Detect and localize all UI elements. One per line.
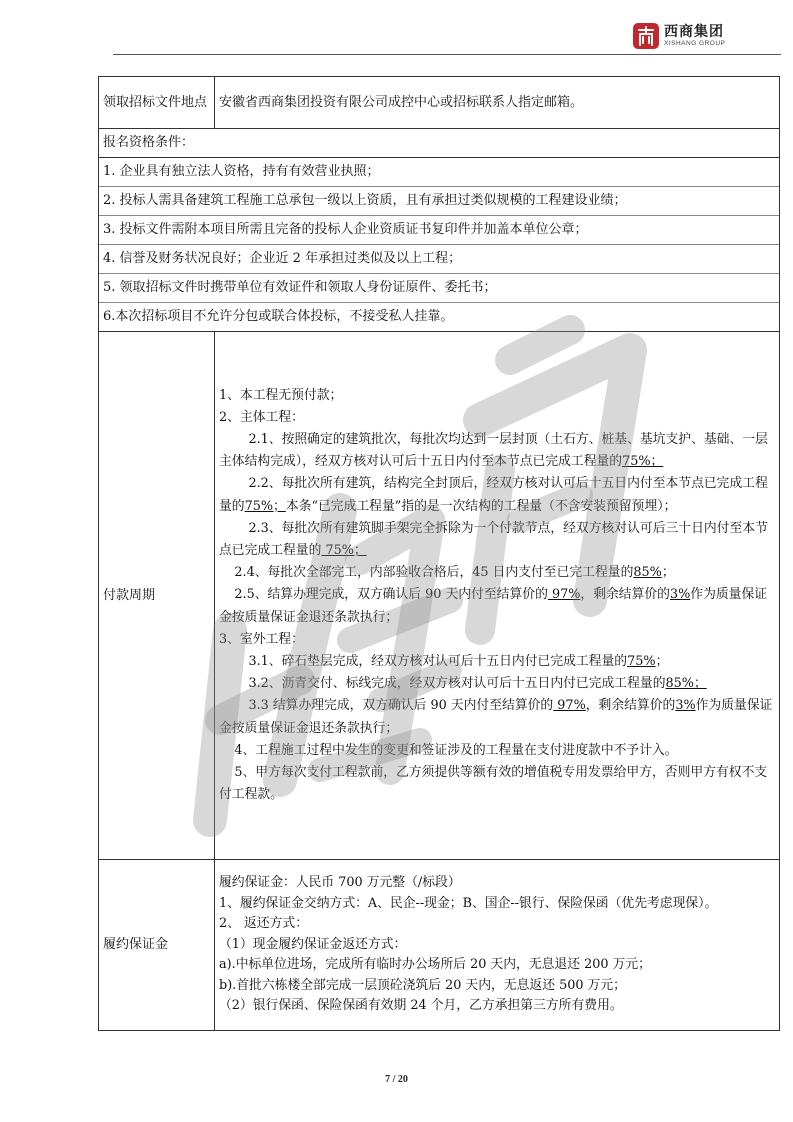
qualification-label: 报名资格条件： [99, 129, 780, 158]
payment-clause-2-4: 2.4、每批次全部完工，内部验收合格后，45 日内支付至已完工程量的85%； [234, 565, 675, 581]
logo-english-name: XISHANG GROUP [664, 39, 726, 47]
payment-clause-4: 4、工程施工过程中发生的变更和签证涉及的工程量在支付进度款中不予计入。 [234, 742, 678, 758]
bond-line: 履约保证金：人民币 700 万元整（/标段） [219, 874, 461, 890]
tender-info-table [98, 76, 780, 1031]
performance-bond-row [99, 860, 780, 1031]
bond-line: 2、 返还方式： [219, 916, 308, 932]
payment-schedule-label: 付款周期 [99, 332, 215, 860]
payment-clause-2-2: 2.2、每批次所有建筑，结构完全封顶后，经双方核对认可后十五日内付至本节点已完成工程量的75%；本条“已完成工程量”指的是一次结构的工程量（不含安装预留预埋）； [219, 476, 768, 514]
qualification-item: 2. 投标人需具备建筑工程施工总承包一级以上资质，且有承担过类似规模的工程建设业绩； [99, 187, 779, 216]
pickup-location-value: 安徽省西商集团投资有限公司成控中心或招标联系人指定邮箱。 [215, 77, 780, 129]
payment-clause-5: 5、甲方每次支付工程款前，乙方须提供等额有效的增值税专用发票给甲方，否则甲方有权不支付工程款。 [219, 765, 768, 803]
bond-line: b).首批六栋楼全部完成一层顶砼浇筑后 20 天内，无息返还 500 万元； [219, 977, 626, 993]
qualification-items-row [99, 158, 780, 332]
qualification-header-row [99, 129, 780, 158]
qualification-item: 4. 信誉及财务状况良好；企业近 2 年承担过类似及以上工程； [99, 245, 779, 274]
qualification-item: 6.本次招标项目不允许分包或联合体投标，不接受私人挂靠。 [103, 309, 454, 324]
payment-clause-1: 1、本工程无预付款； [219, 387, 343, 403]
qualification-item: 3. 投标文件需附本项目所需且完备的投标人企业资质证书复印件并加盖本单位公章； [99, 216, 779, 245]
logo-chinese-name: 西商集团 [664, 23, 724, 40]
payment-schedule-row [99, 332, 780, 860]
qualification-list [99, 158, 780, 332]
payment-clause-3-3: 3.3 结算办理完成，双方确认后 90 天内付至结算价的 97%，剩余结算价的3%作为质量保证金按质量保证金退还条款执行； [219, 698, 773, 736]
pickup-location-label-cell [99, 77, 215, 129]
performance-bond-label: 履约保证金 [99, 860, 215, 1031]
payment-clause-2-1: 2.1、按照确定的建筑批次，每批次均达到一层封顶（土石方、桩基、基坑支护、基础、一层主体结构完成），经双方核对认可后十五日内付至本节点已完成工程量的75%； [219, 431, 768, 470]
bond-line: 1、履约保证金交纳方式：A、民企--现金；B、国企--银行、保险保函（优先考虑现保）。 [219, 895, 718, 911]
performance-bond-content [215, 860, 780, 1031]
page-number: 7 / 20 [385, 1074, 408, 1085]
qualification-item: 5. 领取招标文件时携带单位有效证件和领取人身份证原件、委托书； [99, 274, 779, 303]
bond-line: （2）银行保函、保险保函有效期 24 个月，乙方承担第三方所有费用。 [219, 998, 623, 1014]
company-logo [632, 22, 725, 50]
payment-schedule-content [215, 332, 780, 860]
page-header [0, 0, 793, 60]
payment-clause-2-5: 2.5、结算办理完成，双方确认后 90 天内付至结算价的 97%，剩余结算价的3%作为质量保证金按质量保证金退还条款执行； [219, 587, 768, 625]
payment-clause-2-title: 2、主体工程： [219, 409, 304, 425]
payment-clause-3-1: 3.1、碎石垫层完成，经双方核对认可后十五日内付已完成工程量的75%； [248, 654, 669, 669]
header-divider [113, 54, 781, 55]
bond-line: a).中标单位进场，完成所有临时办公场所后 20 天内，无息退还 200 万元； [219, 957, 651, 973]
pickup-location-row [99, 77, 780, 129]
company-logo-icon [632, 22, 660, 50]
payment-clause-2-3: 2.3、每批次所有建筑脚手架完全拆除为一个付款节点，经双方核对认可后三十日内付至本节点已完成工程量的 75%； [219, 520, 768, 558]
qualification-item: 1. 企业具有独立法人资格，持有有效营业执照； [99, 158, 779, 187]
bond-line: （1）现金履约保证金返还方式： [219, 936, 407, 952]
payment-clause-3-title: 3、室外工程： [219, 631, 304, 647]
pickup-location-label: 领取招标文件地点 [103, 95, 208, 110]
payment-clause-3-2: 3.2、沥青交付、标线完成，经双方核对认可后十五日内付已完成工程量的85%； [248, 676, 707, 692]
